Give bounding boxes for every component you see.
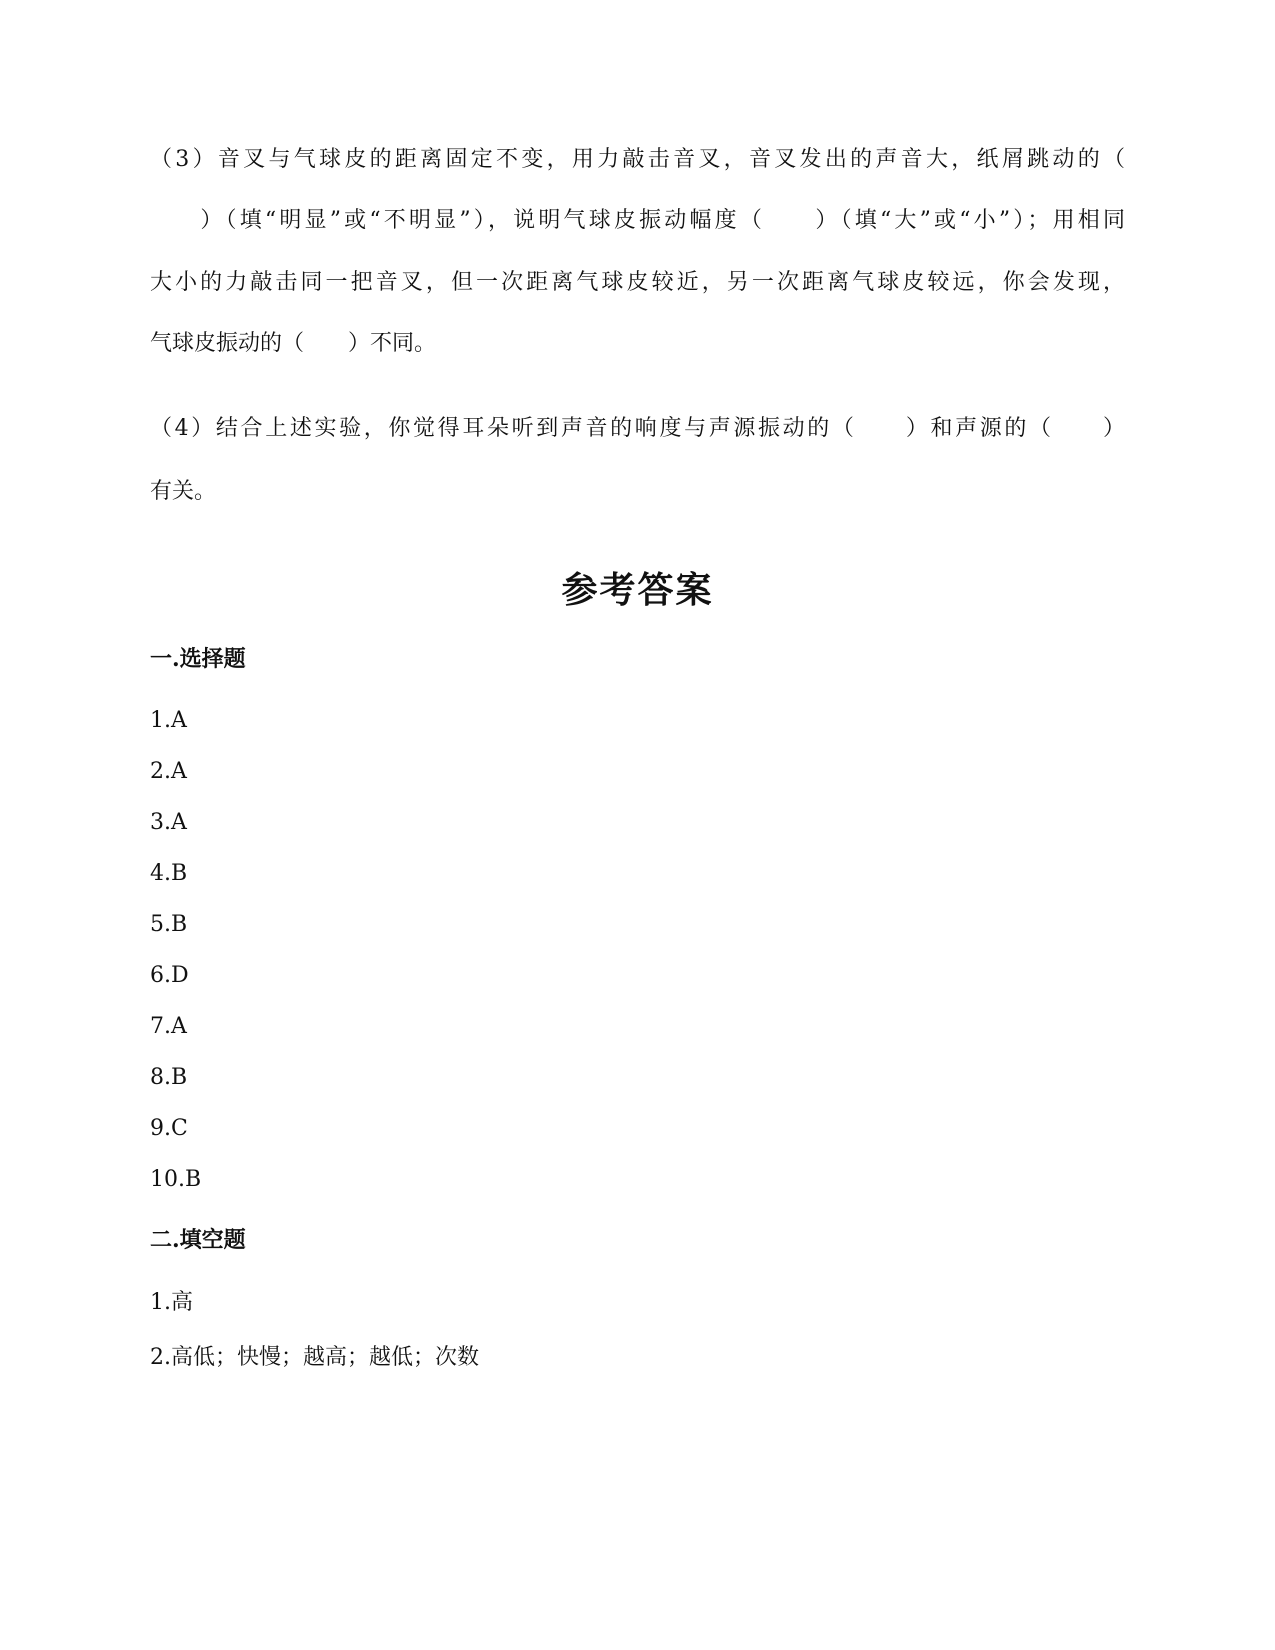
answer-item: 3.A xyxy=(150,810,187,835)
question-3-line-2: ）（填“明显”或“不明显”），说明气球皮振动幅度（ ）（填“大”或“小”）；用相同 xyxy=(150,208,1125,233)
section-heading-choice: 一.选择题 xyxy=(150,646,246,672)
question-4-line-2: 有关。 xyxy=(150,479,217,504)
answer-item: 6.D xyxy=(150,963,189,988)
answer-item: 8.B xyxy=(150,1065,188,1090)
question-3-line-3: 大小的力敲击同一把音叉，但一次距离气球皮较近，另一次距离气球皮较远，你会发现， xyxy=(150,270,1125,295)
answer-item: 1.高 xyxy=(150,1290,193,1315)
answer-item: 4.B xyxy=(150,861,188,886)
answer-item: 5.B xyxy=(150,912,188,937)
question-4-line-1: （4）结合上述实验，你觉得耳朵听到声音的响度与声源振动的（ ）和声源的（ ） xyxy=(150,416,1125,441)
question-3-line-4: 气球皮振动的（ ）不同。 xyxy=(150,331,437,356)
answer-item: 7.A xyxy=(150,1014,187,1039)
answer-key-title: 参考答案 xyxy=(561,569,714,611)
answer-item: 1.A xyxy=(150,708,187,733)
question-3-line-1: （3）音叉与气球皮的距离固定不变，用力敲击音叉，音叉发出的声音大，纸屑跳动的（ xyxy=(150,147,1125,172)
answer-item: 9.C xyxy=(150,1116,188,1141)
answer-item: 2.高低；快慢；越高；越低；次数 xyxy=(150,1345,479,1370)
answer-item: 10.B xyxy=(150,1167,202,1192)
section-heading-fill-blank: 二.填空题 xyxy=(150,1227,246,1253)
answer-item: 2.A xyxy=(150,759,187,784)
